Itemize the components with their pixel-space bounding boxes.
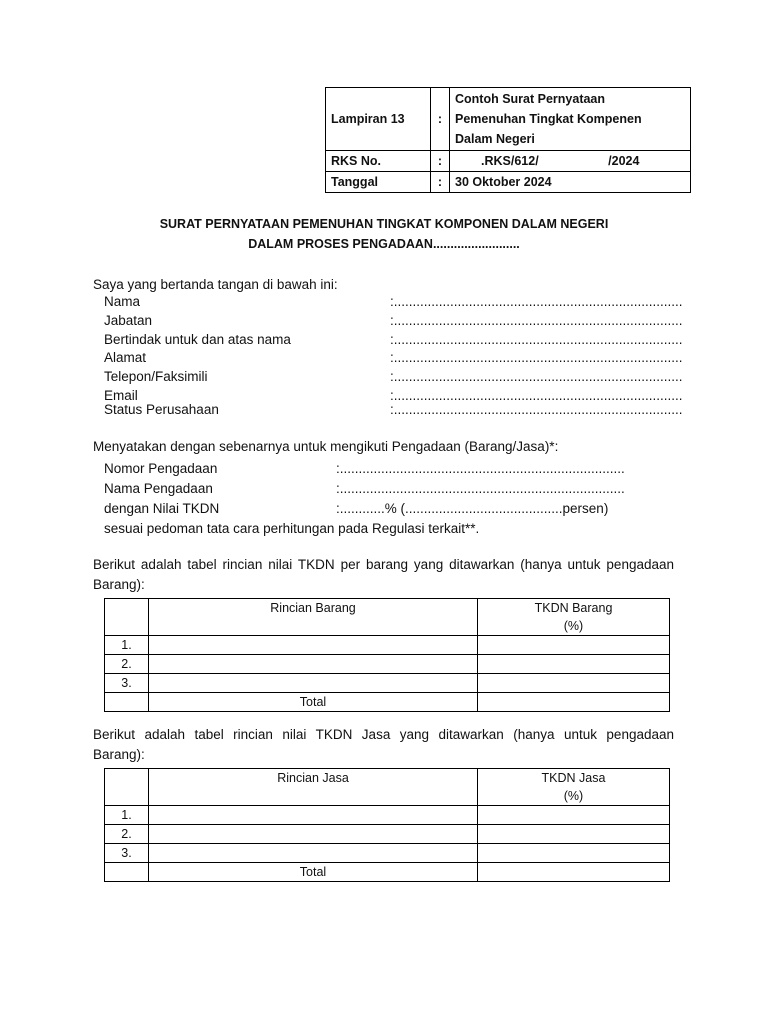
field-value-email: :............................................................................. bbox=[390, 388, 683, 403]
barang-header-no bbox=[105, 599, 149, 636]
jasa-row-no: 3. bbox=[105, 844, 149, 863]
barang-table bbox=[104, 598, 670, 712]
field-value-status: :............................................................................. bbox=[390, 402, 683, 417]
field-label-nama: Nama bbox=[104, 294, 141, 309]
table-row bbox=[105, 674, 670, 693]
table-row bbox=[105, 825, 670, 844]
lampiran-colon: : bbox=[431, 88, 450, 151]
barang-row-no: 2. bbox=[105, 655, 149, 674]
field-label-email: Email bbox=[104, 388, 138, 403]
regulation-text: sesuai pedoman tata cara perhitungan pada Regulasi terkait**. bbox=[104, 521, 480, 536]
lampiran-description bbox=[450, 88, 691, 151]
jasa-row-tkdn bbox=[478, 825, 670, 844]
jasa-row-rincian bbox=[149, 844, 478, 863]
barang-header-rincian: Rincian Barang bbox=[149, 599, 478, 636]
proc-value-tkdn: :............% (..........................................persen) bbox=[336, 501, 609, 516]
barang-row-no: 3. bbox=[105, 674, 149, 693]
jasa-intro-line1: Berikut adalah tabel rincian nilai TKDN Jasa yang ditawarkan (hanya untuk pengadaan bbox=[93, 727, 674, 742]
document-title-line1: SURAT PERNYATAAN PEMENUHAN TINGKAT KOMPONEN DALAM NEGERI bbox=[159, 217, 609, 231]
jasa-header-rincian: Rincian Jasa bbox=[149, 769, 478, 806]
jasa-header-tkdn-unit: (%) bbox=[563, 789, 584, 803]
rks-value-b: /2024 bbox=[608, 154, 640, 168]
table-row bbox=[105, 806, 670, 825]
field-value-alamat: :............................................................................. bbox=[390, 350, 683, 365]
barang-row-rincian bbox=[149, 636, 478, 655]
table-row bbox=[105, 844, 670, 863]
jasa-row-tkdn bbox=[478, 806, 670, 825]
barang-total-tkdn bbox=[478, 693, 670, 712]
jasa-intro-line2: Barang): bbox=[93, 747, 145, 762]
field-label-status: Status Perusahaan bbox=[104, 402, 219, 417]
barang-header-tkdn bbox=[478, 599, 670, 636]
jasa-total-label: Total bbox=[149, 863, 478, 882]
lampiran-label: Lampiran 13 bbox=[326, 88, 431, 151]
lampiran-line: Dalam Negeri bbox=[455, 132, 535, 146]
intro-text: Saya yang bertanda tangan di bawah ini: bbox=[93, 277, 338, 292]
jasa-header-no bbox=[105, 769, 149, 806]
lampiran-line: Pemenuhan Tingkat Kompenen bbox=[455, 112, 642, 126]
field-value-jabatan: :............................................................................. bbox=[390, 313, 683, 328]
barang-row-rincian bbox=[149, 655, 478, 674]
field-label-jabatan: Jabatan bbox=[104, 313, 153, 328]
tanggal-colon: : bbox=[431, 172, 450, 193]
barang-row-rincian bbox=[149, 674, 478, 693]
field-value-telepon: :............................................................................. bbox=[390, 369, 683, 384]
jasa-row-tkdn bbox=[478, 844, 670, 863]
statement-text: Menyatakan dengan sebenarnya untuk mengikuti Pengadaan (Barang/Jasa)*: bbox=[93, 439, 559, 454]
barang-header-tkdn-unit: (%) bbox=[563, 619, 584, 633]
proc-label-nama: Nama Pengadaan bbox=[104, 481, 213, 496]
field-value-bertindak: :............................................................................. bbox=[390, 332, 683, 347]
lampiran-line: Contoh Surat Pernyataan bbox=[455, 92, 606, 106]
jasa-row-no: 1. bbox=[105, 806, 149, 825]
barang-row-tkdn bbox=[478, 636, 670, 655]
table-row bbox=[105, 655, 670, 674]
table-row bbox=[105, 636, 670, 655]
jasa-row-rincian bbox=[149, 825, 478, 844]
rks-value bbox=[450, 151, 691, 172]
barang-intro-line1: Berikut adalah tabel rincian nilai TKDN per barang yang ditawarkan (hanya untuk pengadaan bbox=[93, 557, 674, 572]
proc-label-nomor: Nomor Pengadaan bbox=[104, 461, 218, 476]
field-label-alamat: Alamat bbox=[104, 350, 147, 365]
jasa-row-rincian bbox=[149, 806, 478, 825]
table-row-total bbox=[105, 863, 670, 882]
barang-total-label: Total bbox=[149, 693, 478, 712]
tanggal-label: Tanggal bbox=[326, 172, 431, 193]
jasa-header-tkdn-label: TKDN Jasa bbox=[541, 771, 606, 785]
rks-label: RKS No. bbox=[326, 151, 431, 172]
barang-header-tkdn-label: TKDN Barang bbox=[534, 601, 613, 615]
jasa-header-tkdn bbox=[478, 769, 670, 806]
header-table bbox=[325, 87, 691, 193]
barang-row-tkdn bbox=[478, 655, 670, 674]
field-value-nama: :............................................................................. bbox=[390, 294, 683, 309]
jasa-row-no: 2. bbox=[105, 825, 149, 844]
barang-row-no: 1. bbox=[105, 636, 149, 655]
jasa-table bbox=[104, 768, 670, 882]
rks-colon: : bbox=[431, 151, 450, 172]
rks-value-a: .RKS/612/ bbox=[481, 154, 539, 168]
tanggal-value: 30 Oktober 2024 bbox=[450, 172, 691, 193]
proc-value-nama: :............................................................................ bbox=[336, 481, 625, 496]
jasa-total-tkdn bbox=[478, 863, 670, 882]
barang-row-tkdn bbox=[478, 674, 670, 693]
barang-intro-line2: Barang): bbox=[93, 577, 145, 592]
table-row-total bbox=[105, 693, 670, 712]
document-title-line2: DALAM PROSES PENGADAAN......................... bbox=[248, 237, 520, 251]
proc-value-nomor: :............................................................................ bbox=[336, 461, 625, 476]
field-label-telepon: Telepon/Faksimili bbox=[104, 369, 208, 384]
jasa-total-no bbox=[105, 863, 149, 882]
field-label-bertindak: Bertindak untuk dan atas nama bbox=[104, 332, 291, 347]
proc-label-tkdn: dengan Nilai TKDN bbox=[104, 501, 220, 516]
barang-total-no bbox=[105, 693, 149, 712]
